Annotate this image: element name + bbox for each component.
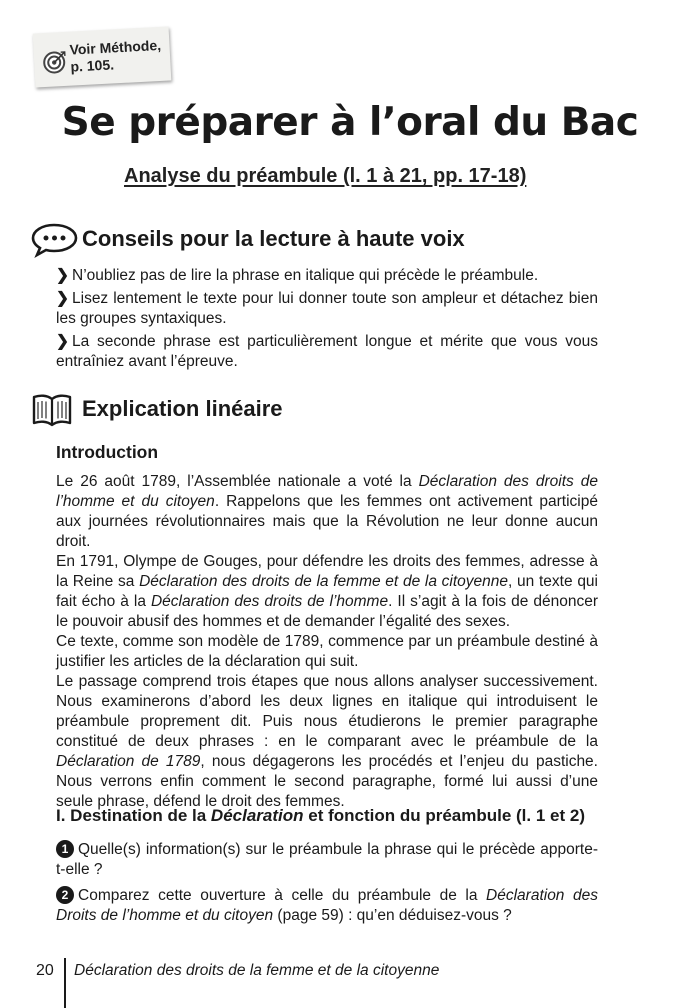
list-item — [56, 289, 598, 329]
explication-section-header — [30, 392, 630, 432]
footer-divider — [64, 958, 66, 1008]
introduction-text — [56, 472, 598, 812]
italic-title: Déclaration des Droits de l’homme et du citoyen — [56, 887, 598, 924]
page-subtitle: Analyse du préambule (l. 1 à 21, pp. 17-18) — [124, 165, 527, 187]
page-title: Se préparer à l’oral du Bac — [61, 100, 639, 145]
intro-paragraph-1 — [56, 472, 598, 552]
method-reference-line1: Voir Méthode, — [69, 36, 162, 58]
conseils-heading: Conseils pour la lecture à haute voix — [82, 226, 465, 251]
introduction-heading: Introduction — [56, 442, 159, 462]
italic-title: Déclaration — [210, 806, 304, 825]
part-1-heading — [56, 806, 656, 826]
text-run: . Il s’agit à la fois de dénoncer le pouvoir abusif des hommes et de demander l’égalité des sexes. — [56, 593, 598, 630]
text-run: et fonction du préambule (l. 1 et 2) — [303, 806, 585, 825]
questions-list — [56, 840, 598, 932]
text-run: En 1791, Olympe de Gouges, pour défendre les droits des femmes, adresse à la Reine sa — [56, 553, 598, 590]
intro-paragraph-4 — [56, 672, 598, 812]
italic-title: Déclaration des droits de la femme et de la citoyenne — [139, 573, 509, 590]
question-2 — [56, 886, 598, 926]
bullet-text: La seconde phrase est particulièrement longue et mérite que vous vous entraîniez avant l’épreuve. — [56, 333, 598, 370]
text-run: . Rappelons que les femmes ont activement participé aux journées révolutionnaires mais que la Révolution ne leur donne aucun droit. — [56, 493, 598, 550]
method-reference-line2: p. 105. — [70, 56, 115, 75]
chevron-icon: ❯ — [56, 267, 69, 284]
method-reference-text — [69, 37, 162, 76]
conseils-section-header — [30, 222, 630, 262]
intro-paragraph-3: Ce texte, comme son modèle de 1789, commence par un préambule destiné à justifier les articles de la déclaration qui suit. — [56, 633, 598, 670]
intro-paragraph-2 — [56, 552, 598, 632]
list-item — [56, 266, 598, 286]
text-run: , un texte qui fait écho à la — [56, 573, 598, 610]
target-icon — [42, 50, 67, 75]
italic-title: Déclaration des droits de l’homme — [150, 593, 389, 610]
question-text: Quelle(s) information(s) sur le préambule la phrase qui le précède apporte-t-elle ? — [56, 841, 598, 878]
question-number-badge: 1 — [56, 840, 74, 858]
conseils-list — [56, 266, 598, 375]
running-footer-title: Déclaration des droits de la femme et de la citoyenne — [74, 962, 440, 979]
chevron-icon: ❯ — [56, 333, 69, 350]
open-book-icon — [30, 392, 74, 428]
page-number: 20 — [36, 962, 54, 979]
bullet-text: Lisez lentement le texte pour lui donner toute son ampleur et détachez bien les groupes syntaxiques. — [56, 290, 598, 327]
question-1 — [56, 840, 598, 880]
method-reference-tag — [33, 26, 172, 87]
text-run: I. Destination de la — [56, 806, 211, 825]
italic-title: Déclaration des droits de l’homme et du citoyen — [56, 473, 598, 510]
text-run: Le 26 août 1789, l’Assemblée nationale a voté la — [56, 473, 419, 490]
speech-bubble-icon — [30, 222, 80, 258]
italic-title: Déclaration de 1789 — [56, 753, 201, 770]
list-item — [56, 332, 598, 372]
text-run: (page 59) : qu’en déduisez-vous ? — [273, 907, 512, 924]
bullet-text: N’oubliez pas de lire la phrase en italique qui précède le préambule. — [72, 267, 539, 284]
text-run: Le passage comprend trois étapes que nous allons analyser successivement. Nous examinerons d’abord les deux lignes en italique qui introduisent le préambule proprement dit. Puis nous étudierons le premier paragraphe constitué de deux phrases : en le comparant avec le préambule de la — [56, 673, 598, 750]
question-number-badge: 2 — [56, 886, 74, 904]
text-run: , nous dégagerons les procédés et l’enjeu du pastiche. Nous verrons enfin comment le second paragraphe, formé lui aussi d’une seule phrase, défend le droit des femmes. — [56, 753, 598, 810]
chevron-icon: ❯ — [56, 290, 69, 307]
explication-heading: Explication linéaire — [82, 396, 283, 421]
text-run: Comparez cette ouverture à celle du préambule de la — [78, 887, 487, 904]
